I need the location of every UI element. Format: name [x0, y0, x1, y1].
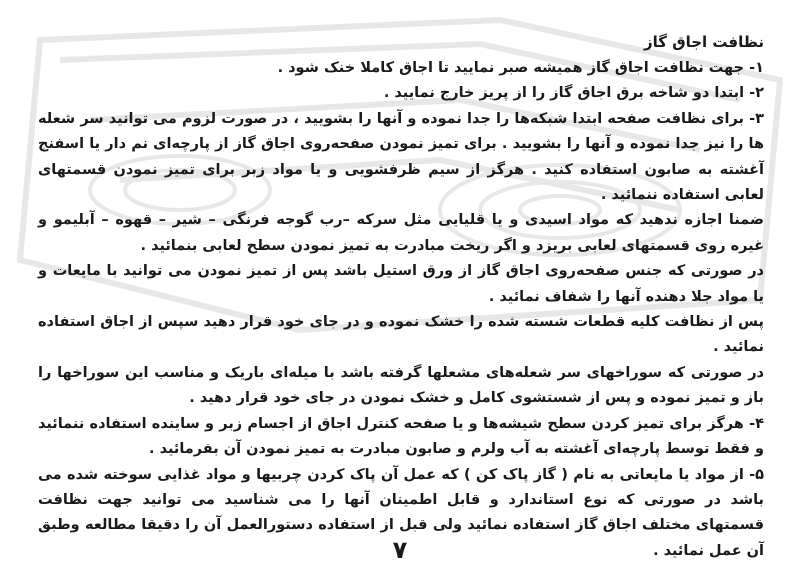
instruction-step-4: ۴- هرگز برای تمیز کردن سطح شیشه‌ها و یا صفحه کنترل اجاق از اجسام زبر و ساینده استفاده ننمائید و فقط توسط پارچه‌ای آغشته به آب ولرم و صابون مبادرت به تمیز نمودن آن بفرمائید . [38, 415, 764, 458]
instruction-note-drying: پس از نظافت کلیه قطعات شسته شده را خشک نموده و در جای خود قرار دهید سپس از اجاق استفاده نمائید . [38, 314, 764, 356]
instruction-step-2: ۲- ابتدا دو شاخه برق اجاق گاز را از پریز خارج نمایید . [383, 85, 764, 102]
instruction-step-3: ۳- برای نظافت صفحه ابتدا شبکه‌ها را جدا نموده و آنها را بشویید ، در صورت لزوم می توانید سر شعله ها را نیز جدا نموده و آنها را بشویید . برای تمیز نمودن صفحه‌روی اجاق گاز از پارچه‌ای نم دار یا اسفنج آغشته به صابون استفاده کنید . هرگز از سیم ظرفشویی و یا مواد زبر برای تمیز نمودن قسمتهای لعابی استفاده ننمائید . [38, 110, 764, 204]
instruction-note-steel: در صورتی که جنس صفحه‌روی اجاق گاز از ورق استیل باشد پس از تمیز نمودن می توانید با مایعات و یا مواد جلا دهنده آنها را شفاف نمائید . [38, 263, 764, 305]
instruction-note-acids: ضمنا اجازه ندهید که مواد اسیدی و یا قلیایی مثل سرکه –رب گوجه فرنگی – شیر – قهوه – آبلیمو و غیره روی قسمتهای لعابی بریزد و اگر ریخت مبادرت به تمیز نمودن سطح لعابی بنمائید . [38, 212, 764, 254]
instruction-step-5: ۵- از مواد یا مایعاتی به نام ( گاز پاک کن ) که عمل آن پاک کردن چربیها و مواد غذایی سوخته شده می باشد در صورتی که نوع استاندارد و قابل اطمینان آنها را می شناسید می توانید جهت نظافت قسمتهای مختلف اجاق گاز استفاده نمائید ولی قبل از استفاده دستورالعمل آن را دقیقا مطالعه وطبق آن عمل نمائید . [38, 466, 764, 559]
instruction-text-block [38, 30, 764, 564]
page-number: ۷ [392, 536, 408, 564]
instruction-step-1: ۱- جهت نظافت اجاق گاز همیشه صبر نمایید تا اجاق کاملا خنک شود . [277, 60, 764, 76]
instruction-note-burner-holes: در صورتی که سوراخهای سر شعله‌های مشعلها گرفته باشد با میله‌ای باریک و مناسب این سوراخها را باز و تمیز نموده و پس از شستشوی کامل و خشک نمودن در جای خود قرار دهید . [38, 364, 764, 407]
section-title: نظافت اجاق گاز [643, 33, 764, 51]
